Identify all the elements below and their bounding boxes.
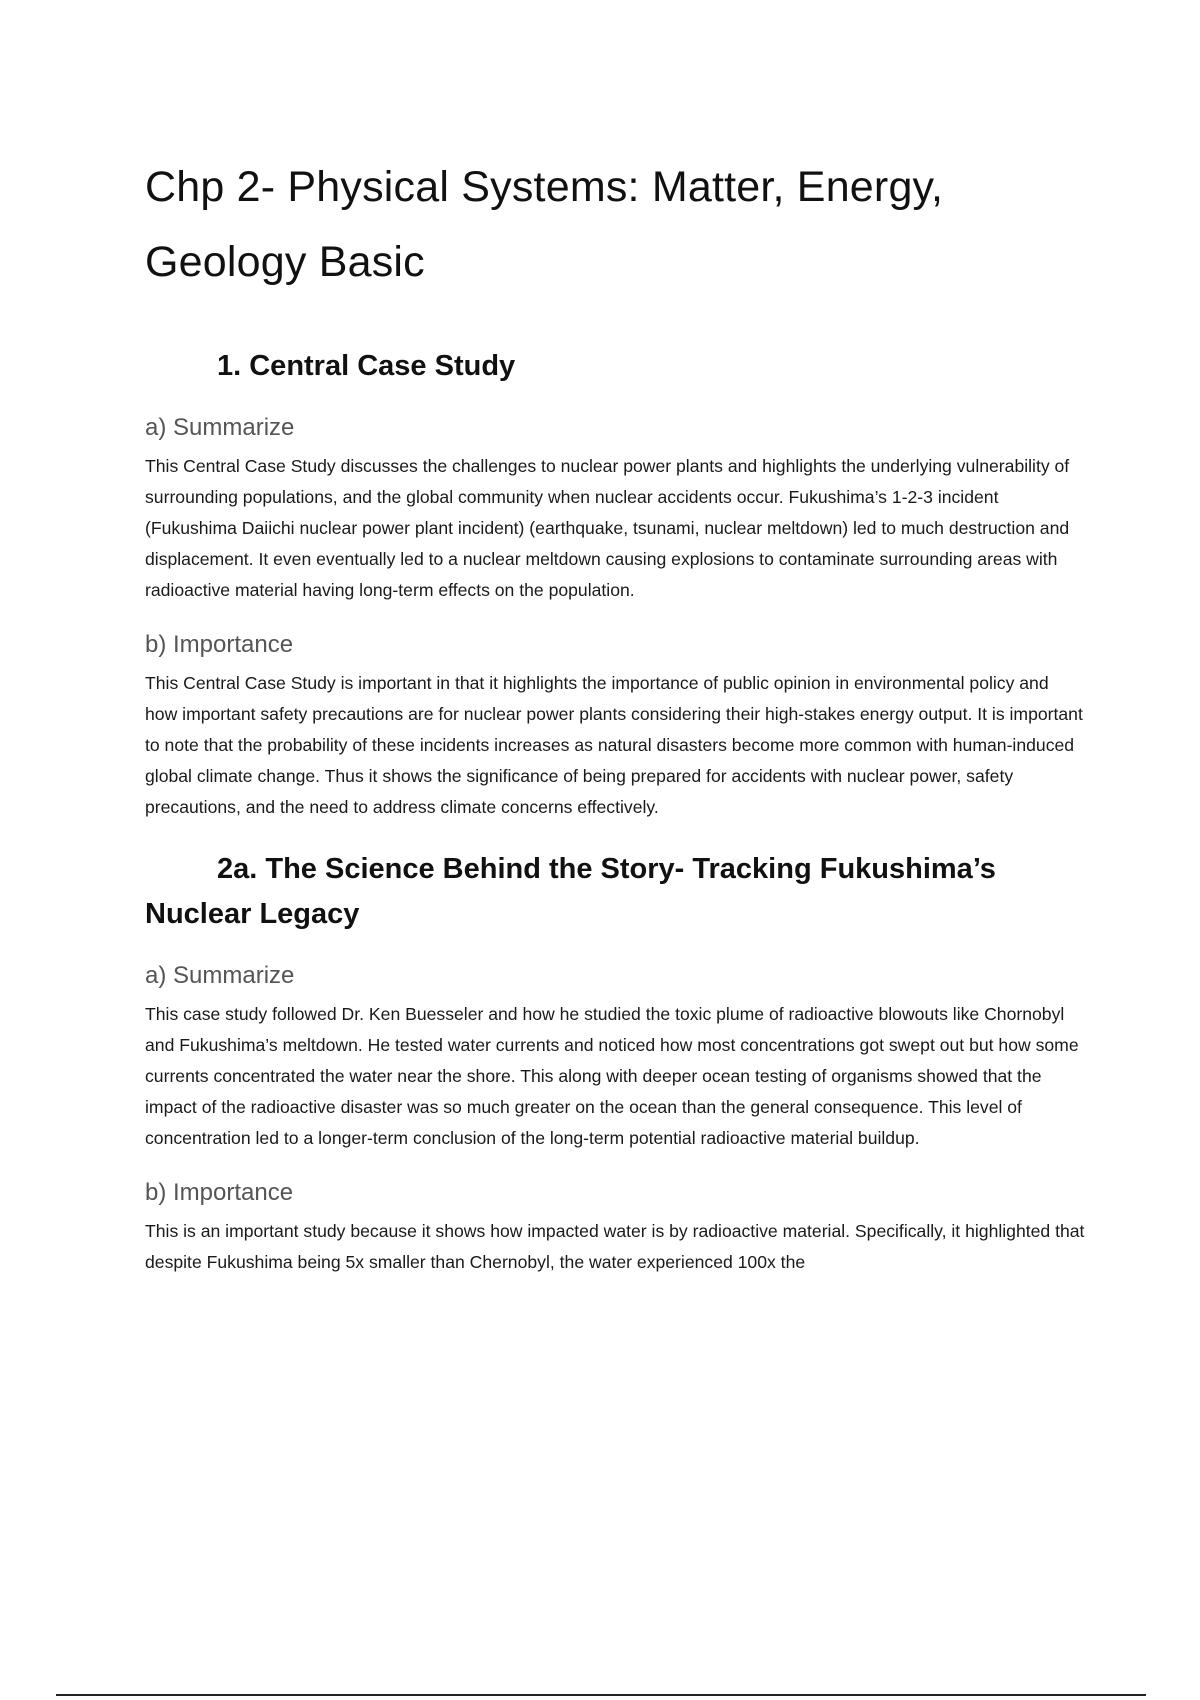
- importance-paragraph: This Central Case Study is important in that it highlights the importance of public opinion in environmental policy and how important safety precautions are for nuclear power plants considering their high-stakes energy output. It is important to note that the probability of these incidents increases as natural disasters become more common with human-induced global climate change. Thus it shows the significance of being prepared for accidents with nuclear power, safety precautions, and the need to address climate concerns effectively.: [145, 673, 1083, 817]
- summarize-paragraph: This case study followed Dr. Ken Buesseler and how he studied the toxic plume of radioactive blowouts like Chornobyl and Fukushima’s meltdown. He tested water currents and noticed how most concentrations got swept out but how some currents concentrated the water near the shore. This along with deeper ocean testing of organisms showed that the impact of the radioactive disaster was so much greater on the ocean than the general consequence. This level of concentration led to a longer-term conclusion of the long-term potential radioactive material buildup.: [145, 1004, 1079, 1148]
- importance-heading: b) Importance: [145, 1179, 294, 1206]
- page-bottom-divider: [56, 1694, 1146, 1696]
- section-heading-science-behind-story: 2a. The Science Behind the Story- Tracking Fukushima’s Nuclear Legacy: [145, 853, 996, 930]
- document-content: [145, 150, 1085, 1278]
- summarize-heading: a) Summarize: [145, 414, 295, 441]
- importance-paragraph: This is an important study because it shows how impacted water is by radioactive material. Specifically, it highlighted that despite Fukushima being 5x smaller than Chernobyl, the water experienced 100x the: [145, 1221, 1085, 1272]
- summarize-heading: a) Summarize: [145, 962, 295, 989]
- section-heading-central-case-study: 1. Central Case Study: [217, 350, 516, 382]
- summarize-paragraph: This Central Case Study discusses the challenges to nuclear power plants and highlights the underlying vulnerability of surrounding populations, and the global community when nuclear accidents occur. Fukushima’s 1-2-3 incident (Fukushima Daiichi nuclear power plant incident) (earthquake, tsunami, nuclear meltdown) led to much destruction and displacement. It even eventually led to a nuclear meltdown causing explosions to contaminate surrounding areas with radioactive material having long-term effects on the population.: [145, 456, 1070, 600]
- importance-heading: b) Importance: [145, 631, 294, 658]
- document-title: Chp 2- Physical Systems: Matter, Energy, Geology Basic: [145, 163, 944, 286]
